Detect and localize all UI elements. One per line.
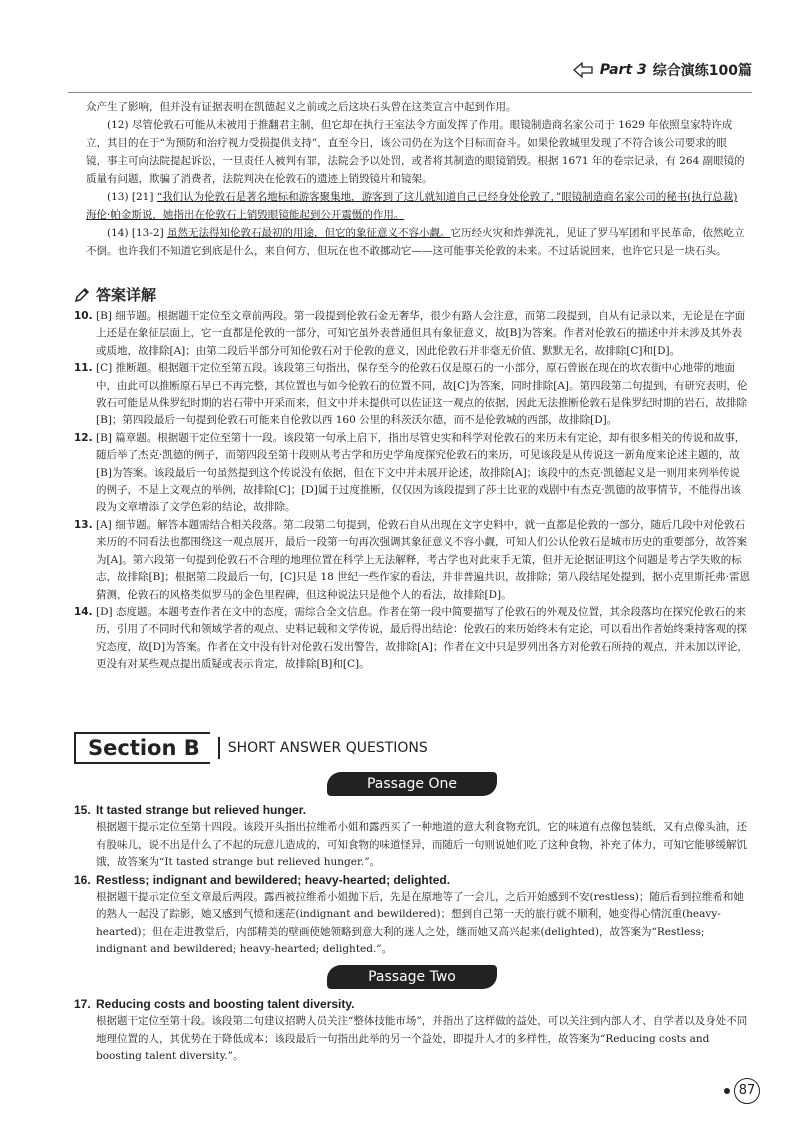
question-title xyxy=(74,802,750,819)
answer-item xyxy=(74,517,750,604)
question-block-15-16 xyxy=(74,802,750,959)
question-explanation: 根据题干提示定位至文章最后两段。露西被拉维希小姐抛下后，先是在原地等了一会儿，之后开始感到不安(restless)；随后看到拉维希和她的熟人一起没了踪影，她又感到气愤和迷茫(indignant and bewildered)；想到自己第一天的旅行就不顺利，她变得心情沉重(heavy-hearted)；但在走进教堂后，内部精美的壁画使她领略到意大利的迷人之处，继而她又高兴起来(delighted)，故答案为“Restless; indignant and bewildered; heavy-hearted; delighted.”。 xyxy=(96,891,744,956)
paragraph-13 xyxy=(86,188,746,224)
running-header xyxy=(572,60,752,80)
pencil-icon xyxy=(74,287,90,303)
paragraph-continued: 众产生了影响，但并没有证据表明在凯德起义之前或之后这块石头曾在这类宣言中起到作用。 xyxy=(86,101,517,113)
paragraph-14-underlined: 虽然无法得知伦敦石最初的用途，但它的象征意义不容小觑。 xyxy=(167,227,451,239)
section-divider xyxy=(218,737,220,759)
passage-two-banner: Passage Two xyxy=(327,965,497,989)
question-answer: Restless; indignant and bewildered; heavy-hearted; delighted. xyxy=(96,872,451,887)
section-b-heading xyxy=(74,733,750,763)
answer-number: 12. xyxy=(74,431,93,444)
answer-text: [D] 态度题。本题考查作者在文中的态度，需综合全文信息。作者在第一段中简要描写了伦敦石的外观及位置，其余段落均在探究伦敦石的来历，引用了不同时代和领域学者的观点、史料记载和文学传说，最后得出结论：伦敦石的来历始终未有定论，可以看出作者始终秉持客观的探究态度，故[D]为答案。作者在文中没有针对伦敦石发出警告，故排除[A]；作者在文中只是罗列出各方对伦敦石所持的观点，并未加以评论，更没有对某些观点提出质疑或表示肯定，故排除[B]和[C]。 xyxy=(96,605,748,671)
answer-item xyxy=(74,430,750,517)
answers-list xyxy=(74,308,750,674)
paragraph-13-underlined: “我们认为伦敦石是著名地标和游客聚集地，游客到了这儿就知道自己已经身处伦敦了，”眼镜制造商名家公司的秘书(执行总裁)海伦·帕金斯说，她指出在伦敦石上销毁眼镜能起到公开震慑的作用。 xyxy=(86,191,738,221)
header-rule xyxy=(68,92,752,93)
paragraph-14 xyxy=(86,224,746,260)
answer-text: [B] 细节题。根据题干定位至文章前两段。第一段提到伦敦石金无奢华，很少有路人会注意，而第二段提到，自从有记录以来，无论是在字面上还是在象征层面上，它一直都是伦敦的一部分，可知它虽外表普通但具有象征意义，故[B]为答案。作者对伦敦石的描述中并未涉及其外表或质地，故排除[A]；由第二段后半部分可知伦敦石对于伦敦的意义，因此伦敦石并非毫无价值、默默无名，故排除[C]和[D]。 xyxy=(96,310,746,357)
page-number-text: 87 xyxy=(734,1078,760,1104)
answer-text: [B] 篇章题。根据题干定位至第十一段。该段第一句承上启下，指出尽管史实和科学对伦敦石的来历未有定论，却有很多相关的传说和故事，随后举了杰克·凯德的例子，而第四段至第十段则从考古学和历史学角度探究伦敦石的来历，可见该段是从传说这一新角度来论述主题的，故[B]为答案。该段最后一句虽然提到这个传说没有依据，但在下文中并未展开论述，故排除[A]；该段中的杰克·凯德起义是一则用来列举传说的例子，不是上文观点的举例，故排除[C]；[D]属于过度推断，仅仅因为该段提到了莎士比亚的戏剧中有杰克·凯德的故事情节，不能得出该段为文章增添了文学色彩的结论，故排除。 xyxy=(96,431,746,514)
answer-item xyxy=(74,604,750,674)
answer-number: 13. xyxy=(74,518,93,531)
answers-heading xyxy=(74,284,156,305)
answer-text: [A] 细节题。解答本题需结合相关段落。第二段第二句提到，伦敦石自从出现在文字史料中，就一直都是伦敦的一部分，随后几段中对伦敦石来历的不同看法也都围绕这一观点展开，最后一段第一句再次强调其象征意义不容小觑，可知人们公认伦敦石是城市历史的重要部分，故答案为[A]。第六段第一句提到伦敦石不合理的地理位置在科学上无法解释，考古学也对此束手无策，但并无论据证明这个问题是考古学失败的标志，故排除[B]；根据第二段最后一句，[C]只是 18 世纪一些作家的看法，并非普遍共识，故排除；第八段结尾处提到，据小克里斯托弗·雷恩猜测，伦敦石的风格类似罗马的金色里程碑，但这种说法只是他个人的看法，故排除[D]。 xyxy=(96,518,751,601)
part-logo-icon xyxy=(572,61,594,79)
question-explanation: 根据题干提示定位至第十四段。该段开头指出拉维希小姐和露西买了一种地道的意大利食物充饥，它的味道有点像包装纸，又有点像头油，还有股味儿，说不出是什么了不起的玩意儿造成的，可知食物的味道怪异，而随后一句则说她们吃了这种食物，补充了体力，可知它能够缓解饥饿，故答案为“It tasted strange but relieved hunger.”。 xyxy=(96,821,747,869)
question-explanation: 根据题干定位至第十段。该段第二句建议招聘人员关注“整体技能市场”，并指出了这样做的益处，可以关注到内部人才、自学者以及身处不同地理位置的人，其优势在于降低成本；该段最后一句指出此举的另一个益处，即提升人才的多样性，故答案为“Reducing costs and boosting talent diversity.”。 xyxy=(96,1015,748,1063)
question-block-17 xyxy=(74,996,750,1066)
answer-item xyxy=(74,360,750,430)
page-dot-icon xyxy=(724,1088,730,1094)
answers-title: 答案详解 xyxy=(96,286,157,304)
header-part: Part 3 xyxy=(599,62,647,78)
paragraph-13-number: (13) [21] xyxy=(107,191,157,203)
answer-number: 14. xyxy=(74,605,93,618)
answer-item xyxy=(74,308,750,360)
question-number: 16. xyxy=(74,872,91,887)
question-number: 17. xyxy=(74,997,91,1011)
question-answer: Reducing costs and boosting talent diversity. xyxy=(96,997,355,1011)
paragraph-14-rest: 它历经火灾和炸弹洗礼，见证了罗马军团和平民革命，依然屹立不倒。也许我们不知道它到底是什么，来自何方，但玩在也不敢挪动它——这可能事关伦敦的未来。不过话说回来，也许它只是一块石头。 xyxy=(86,227,745,257)
answer-text: [C] 推断题。根据题干定位至第五段。该段第三句指出，保存至今的伦敦石仅是原石的一小部分，原石曾嵌在现在的坎农街中心地带的地面中，由此可以推断原石早已不再完整，其位置也与如今伦敦石的位置不同，故[C]为答案，同时排除[A]。第四段第二句提到，有研究表明，伦敦石可能是从侏罗纪时期的岩石带中开采而来，但文中并未提供可以佐证这一观点的依据，因此无法推断伦敦石是侏罗纪时期的岩石，故排除[B]；第四段最后一句提到伦敦石可能来自伦敦以西 160 公里的科茨沃尔德，而不是伦敦城的西部，故排除[D]。 xyxy=(96,362,748,427)
question-answer: It tasted strange but relieved hunger. xyxy=(96,803,307,817)
answer-number: 10. xyxy=(74,310,93,322)
question-number: 15. xyxy=(74,803,91,817)
page-number xyxy=(724,1078,760,1104)
paragraph-12: (12) 尽管伦敦石可能从未被用于推翻君主制，但它却在执行王室法令方面发挥了作用。眼镜制造商名家公司于 1629 年依照皇家特许成立，其目的在于“为预防和治疗视力受损提供支持”，直至今日，该公司仍在为这个目标而奋斗。如果伦敦城里发现了不符合该公司要求的眼镜，事主可向法院提起诉讼，一旦责任人被判有罪，法院会予以处罚，或者将其制造的眼镜销毁。根据 1671 年的卷宗记录，有 264 副眼镜的质量有问题，欺骗了消费者，法院判决在伦敦石的遗迹上销毁镜片和镜架。 xyxy=(86,119,745,185)
passage-text xyxy=(86,98,746,260)
section-subtitle: SHORT ANSWER QUESTIONS xyxy=(227,740,428,756)
question-title xyxy=(74,872,750,889)
question-title xyxy=(74,996,750,1013)
section-label: Section B xyxy=(74,732,210,764)
paragraph-14-number: (14) [13-2] xyxy=(107,227,168,239)
passage-one-banner: Passage One xyxy=(327,772,497,796)
header-title: 综合演练100篇 xyxy=(652,63,752,79)
answer-number: 11. xyxy=(74,362,93,375)
